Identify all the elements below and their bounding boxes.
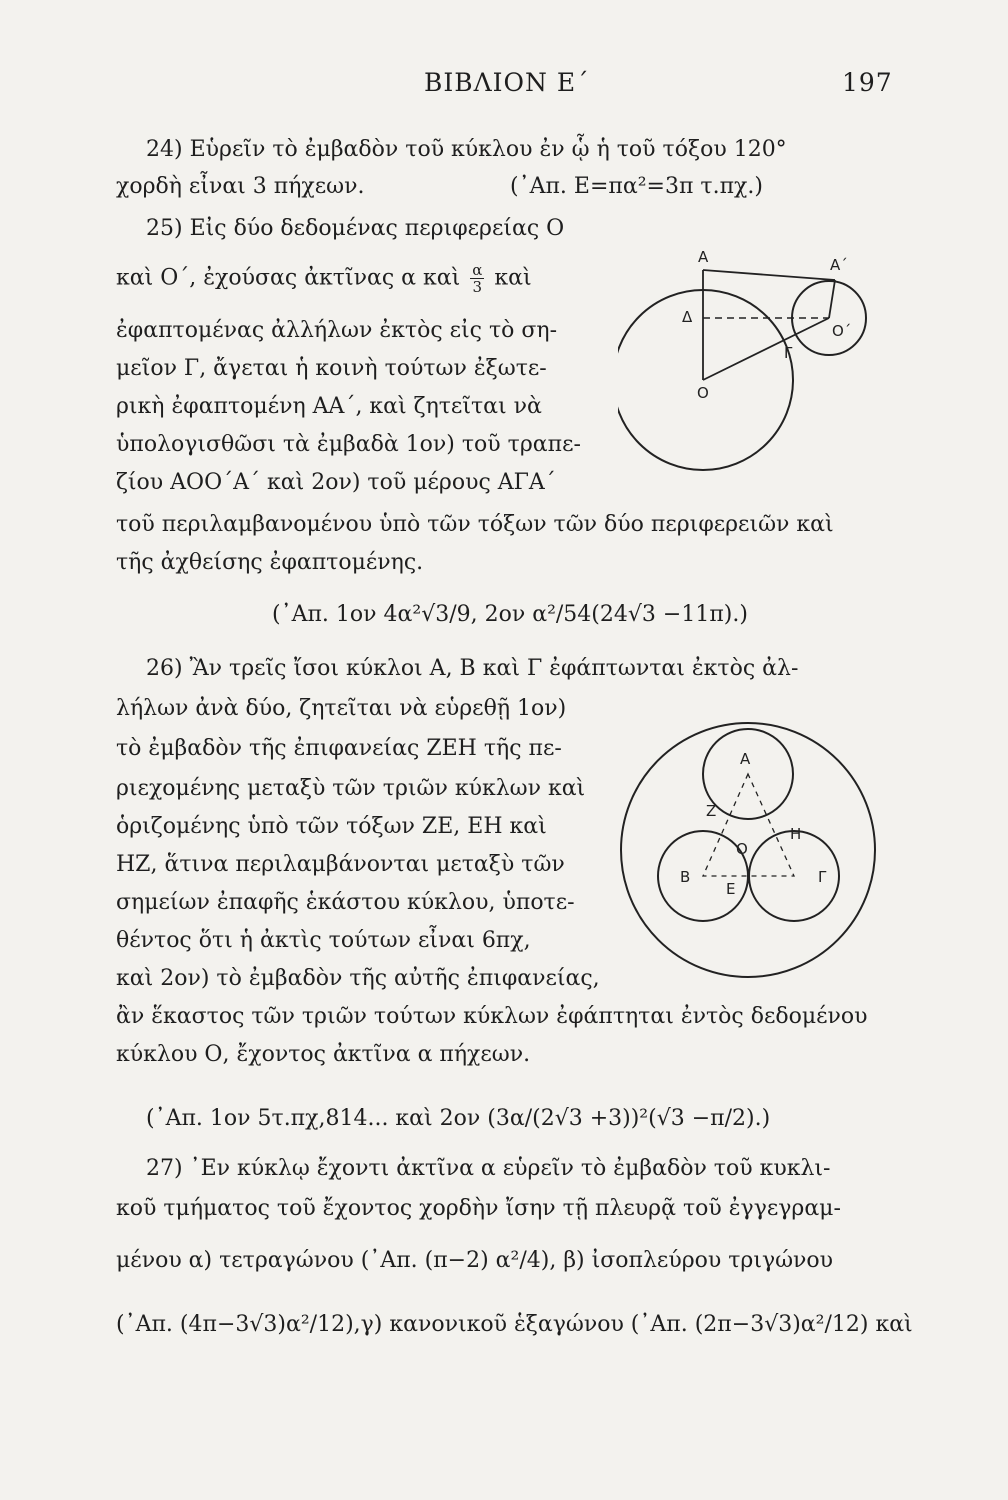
p25-line-2 <box>116 262 532 295</box>
center-triangle <box>703 774 794 876</box>
p26-line-8: θέντος ὅτι ἡ ἀκτὶς τούτων εἶναι 6πχ, <box>116 928 531 953</box>
p25-line-9: τῆς ἀχθείσης ἐφαπτομένης. <box>116 550 424 575</box>
tangent-aa <box>703 270 835 280</box>
p27-line-2: κοῦ τμήματος τοῦ ἔχοντος χορδὴν ἴσην τῇ πλευρᾷ τοῦ ἐγγεγραμ- <box>116 1196 841 1221</box>
fig1-label-d: Δ <box>682 308 693 326</box>
fig1-label-o: Ο <box>697 384 709 402</box>
p26-line-6: ΗΖ, ἅτινα περιλαμβάνονται μεταξὺ τῶν <box>116 852 565 877</box>
fig1-label-a: Α <box>698 248 709 266</box>
p26-line-9: καὶ 2ον) τὸ ἐμβαδὸν τῆς αὐτῆς ἐπιφανείας, <box>116 966 600 991</box>
tangent-circles-figure <box>618 240 888 480</box>
p24-line-2: χορδὴ εἶναι 3 πήχεων. <box>116 174 365 199</box>
p27-line-4: (᾿Απ. (4π−3√3)α²/12),γ) κανονικοῦ ἑξαγώνου (᾿Απ. (2π−3√3)α²/12) καὶ <box>116 1312 913 1337</box>
fig2-label-h: Η <box>790 825 802 843</box>
fig2-label-e: Ε <box>726 880 736 898</box>
fig2-label-z: Ζ <box>706 802 717 820</box>
fig1-label-o-prime: Ο΄ <box>832 322 852 340</box>
p26-line-7: σημείων ἐπαφῆς ἑκάστου κύκλου, ὑποτε- <box>116 890 575 915</box>
p26-line-5: ὁριζομένης ὑπὸ τῶν τόξων ΖΕ, ΕΗ καὶ <box>116 814 547 839</box>
fig2-label-b: Β <box>680 868 691 886</box>
p26-line-11: κύκλου Ο, ἔχοντος ἀκτῖνα α πήχεων. <box>116 1042 531 1067</box>
p26-line-1: 26) Ἂν τρεῖς ἴσοι κύκλοι Α, Β καὶ Γ ἐφάπτωνται ἐκτὸς ἀλ- <box>146 656 799 681</box>
fig2-label-g: Γ <box>818 868 827 886</box>
p25-line-8: τοῦ περιλαμβανομένου ὑπὸ τῶν τόξων τῶν δύο περιφερειῶν καὶ <box>116 512 834 537</box>
p26-answer: (᾿Απ. 1ον 5τ.πχ,814... καὶ 2ον (3α/(2√3 +3))²(√3 −π/2).) <box>146 1106 771 1131</box>
p27-line-3: μένου α) τετραγώνου (᾿Απ. (π−2) α²/4), β) ἰσοπλεύρου τριγώνου <box>116 1248 834 1273</box>
p25-line-2a: καὶ Ο΄, ἐχούσας ἀκτῖνας α καὶ <box>116 265 461 291</box>
fraction-alpha-third <box>470 262 484 295</box>
frac-den: 3 <box>472 278 483 296</box>
radius-oa-prime <box>829 280 835 318</box>
fig1-label-a-prime: Α΄ <box>830 256 848 274</box>
p26-line-4: ριεχομένης μεταξὺ τῶν τριῶν κύκλων καὶ <box>116 776 586 801</box>
p25-line-3: ἐφαπτομένας ἀλλήλων ἐκτὸς εἰς τὸ ση- <box>116 318 558 343</box>
p26-line-3: τὸ ἐμβαδὸν τῆς ἐπιφανείας ΖΕΗ τῆς πε- <box>116 736 562 761</box>
running-header: ΒΙΒΛΙΟΝ Ε΄ <box>424 68 590 97</box>
p24-answer: (᾿Απ. Ε=πα²=3π τ.πχ.) <box>510 174 763 199</box>
p27-line-1: 27) ᾿Εν κύκλῳ ἔχοντι ἀκτῖνα α εὑρεῖν τὸ ἐμβαδὸν τοῦ κυκλι- <box>146 1156 831 1181</box>
p24-line-1: 24) Εὑρεῖν τὸ ἐμβαδὸν τοῦ κύκλου ἐν ᾧ ἡ τοῦ τόξου 120° <box>146 137 787 162</box>
fig2-label-o: Ο <box>736 840 748 858</box>
circle-o <box>618 290 793 470</box>
p26-line-2: λήλων ἀνὰ δύο, ζητεῖται νὰ εὑρεθῇ 1ον) <box>116 696 567 721</box>
p25-line-5: ρικὴ ἐφαπτομένη ΑΑ΄, καὶ ζητεῖται νὰ <box>116 394 542 419</box>
three-circles-figure <box>620 712 892 992</box>
p25-answer: (᾿Απ. 1ον 4α²√3/9, 2ον α²/54(24√3 −11π).) <box>272 602 748 627</box>
p25-line-6: ὑπολογισθῶσι τὰ ἐμβαδὰ 1ον) τοῦ τραπε- <box>116 432 581 457</box>
page-number: 197 <box>842 68 893 97</box>
p26-line-10: ἂν ἕκαστος τῶν τριῶν τούτων κύκλων ἐφάπτηται ἐντὸς δεδομένου <box>116 1004 868 1029</box>
fig2-label-a: Α <box>740 750 751 768</box>
p25-line-7: ζίου ΑΟΟ΄Α΄ καὶ 2ον) τοῦ μέρους ΑΓΑ΄ <box>116 470 556 495</box>
p25-line-1: 25) Εἰς δύο δεδομένας περιφερείας Ο <box>146 216 565 241</box>
frac-num: α <box>472 261 483 279</box>
fig1-label-g: Γ <box>784 344 793 362</box>
p25-line-4: μεῖον Γ, ἄγεται ἡ κοινὴ τούτων ἐξωτε- <box>116 356 547 381</box>
p25-line-2b: καὶ <box>494 265 532 291</box>
